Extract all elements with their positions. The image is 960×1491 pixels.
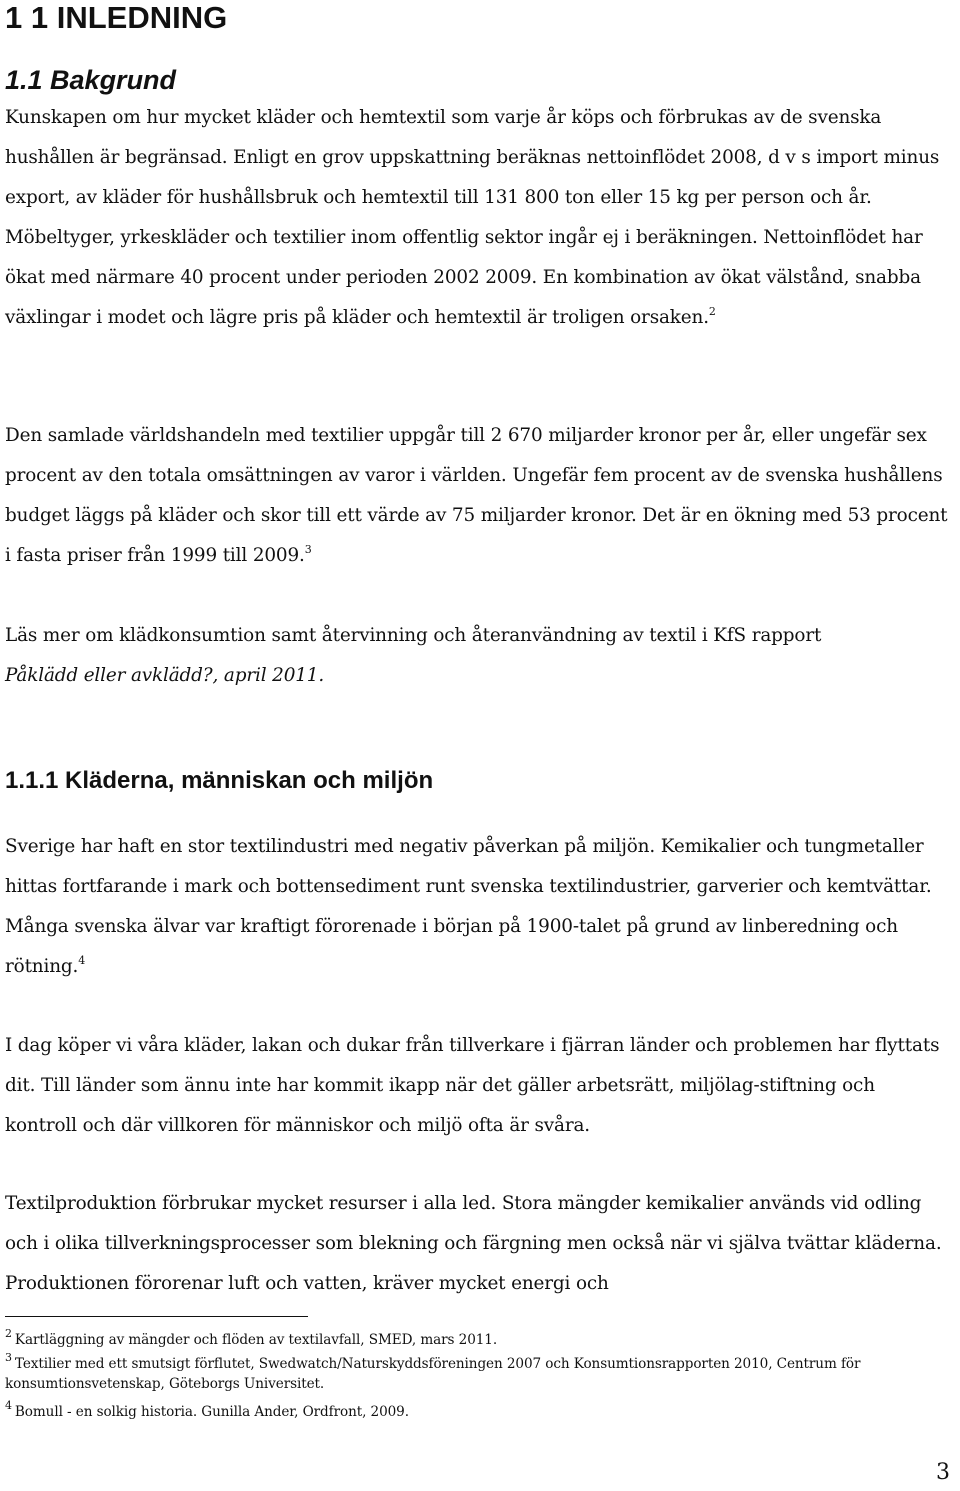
paragraph-read-more — [5, 616, 950, 696]
footnote-ref-4: 4 — [78, 954, 86, 967]
footnote-mark: 4 — [5, 1399, 12, 1412]
footnote-text: Textilier med ett smutsigt förflutet, Swedwatch/Naturskyddsföreningen 2007 och Konsumtionsrapporten 2010, Centrum för konsumtionsvetenskap, Göteborgs Universitet. — [5, 1356, 861, 1392]
chapter-heading: 1 1 INLEDNING — [5, 0, 228, 35]
page-number: 3 — [936, 1460, 950, 1485]
footnote-separator — [5, 1316, 308, 1317]
paragraph-text: Läs mer om klädkonsumtion samt återvinning och återanvändning av textil i KfS rapport — [5, 625, 822, 646]
footnote-mark: 2 — [5, 1327, 12, 1340]
paragraph-text: Kunskapen om hur mycket kläder och hemtextil som varje år köps och förbrukas av de svenska hushållen är begränsad. Enligt en grov uppskattning beräknas nettoinflödet 2008, d v s import minus export, av kläder för hushållsbruk och hemtextil till 131 800 ton eller 15 kg per person och år. Möbeltyger, yrkeskläder och textilier inom offentlig sektor ingår ej i beräkningen. Nettoinflödet har ökat med närmare 40 procent under perioden 2002 2009. En kombination av ökat välstånd, snabba växlingar i modet och lägre pris på kläder och hemtextil är troligen orsaken. — [5, 107, 940, 328]
report-date: , april 2011. — [212, 665, 325, 686]
paragraph-environment-1 — [5, 827, 950, 987]
footnote-ref-3: 3 — [304, 543, 312, 556]
paragraph-background-2 — [5, 416, 950, 576]
footnote-mark: 3 — [5, 1351, 12, 1364]
paragraph-text: Sverige har haft en stor textilindustri med negativ påverkan på miljön. Kemikalier och tungmetaller hittas fortfarande i mark och bottensediment runt svenska textilindustrier, garverier och kemtvättar. Många svenska älvar var kraftigt förorenade i början på 1900-talet på grund av linberedning och rötning. — [5, 836, 932, 977]
paragraph-environment-3: Textilproduktion förbrukar mycket resurser i alla led. Stora mängder kemikalier används vid odling och i olika tillverkningsprocesser som blekning och färgning men också när vi själva tvättar kläderna. Produktionen förorenar luft och vatten, kräver mycket energi och — [5, 1193, 942, 1294]
footnote-text: Bomull - en solkig historia. Gunilla Ander, Ordfront, 2009. — [14, 1404, 409, 1420]
footnote-text: Kartläggning av mängder och flöden av textilavfall, SMED, mars 2011. — [14, 1332, 498, 1348]
paragraph-background-1 — [5, 98, 950, 338]
paragraph-text: Den samlade världshandeln med textilier uppgår till 2 670 miljarder kronor per år, eller ungefär sex procent av den totala omsättningen av varor i världen. Ungefär fem procent av de svenska hushållens budget läggs på kläder och skor till ett värde av 75 miljarder kronor. Det är en ökning med 53 procent i fasta priser från 1999 till 2009. — [5, 425, 948, 566]
footnote-4 — [5, 1399, 950, 1422]
section-heading: 1.1 Bakgrund — [5, 65, 177, 95]
report-title: Påklädd eller avklädd? — [5, 665, 213, 686]
footnote-ref-2: 2 — [708, 305, 716, 318]
subsection-heading: 1.1.1 Kläderna, människan och miljön — [5, 767, 434, 794]
footnote-3 — [5, 1351, 950, 1394]
paragraph-environment-2: I dag köper vi våra kläder, lakan och dukar från tillverkare i fjärran länder och problemen har flyttats dit. Till länder som ännu inte har kommit ikapp när det gäller arbetsrätt, miljölag-stiftning och kontroll och där villkoren för människor och miljö ofta är svåra. — [5, 1035, 940, 1136]
footnote-2 — [5, 1327, 950, 1350]
